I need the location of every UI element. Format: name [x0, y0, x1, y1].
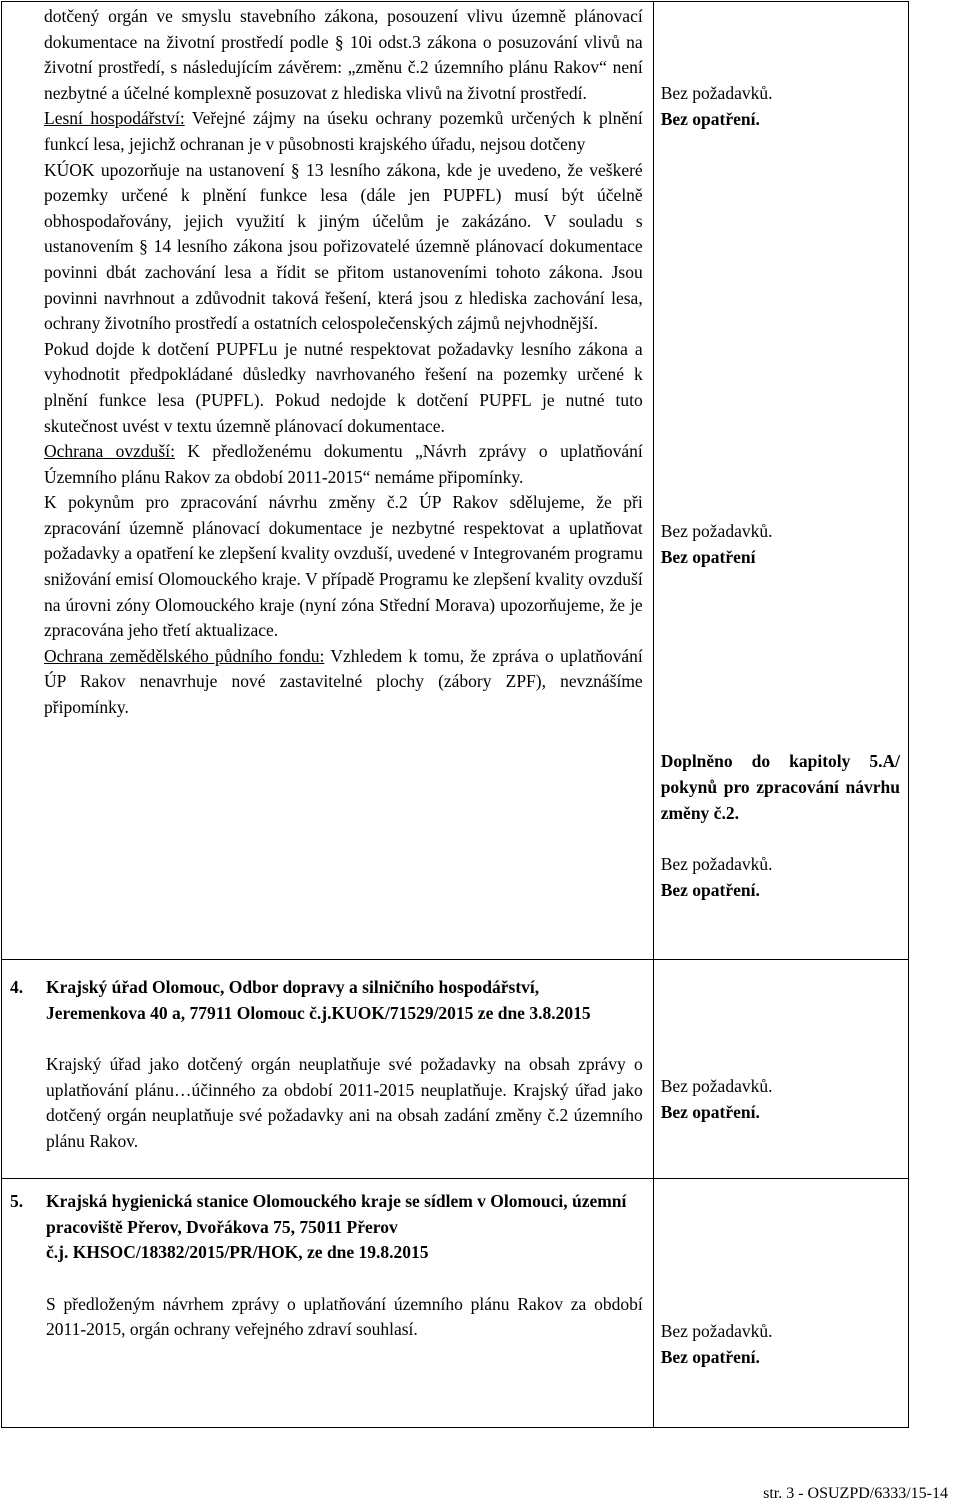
table-row [2, 1179, 909, 1428]
air-label: Ochrana ovzduší: [44, 441, 175, 462]
authority-heading [10, 975, 643, 1026]
soil-paragraph [44, 644, 643, 721]
authority-statement: Krajský úřad jako dotčený orgán neuplatňuje své požadavky na obsah zprávy o uplatňování plánu…účinného za období 2011-2015 neuplatňuje. Krajský úřad jako dotčený orgán neuplatňuje své požadavky ani na obsah zadání změny č.2 územního plánu Rakov. [46, 1054, 643, 1151]
comment-cell [2, 960, 654, 1179]
resolution-cell [653, 2, 908, 960]
table-row [2, 2, 909, 960]
page-footer: str. 3 - OSUZPD/6333/15-14 [763, 1485, 948, 1502]
resolution-measures: Bez opatření. [660, 879, 760, 900]
resolution-requirements: Bez požadavků. [660, 83, 773, 103]
comment-cell [2, 1179, 654, 1428]
item-number: 4. [10, 977, 24, 997]
forest-paragraph-2: KÚOK upozorňuje na ustanovení § 13 lesního zákona, kde je uvedeno, že veškeré pozemky určené k plnění funkce lesa (dále jen PUPFL) musí být účelně obhospodařovány, jejich využití k jiným účelům je zakázáno. V souladu s ustanovením § 14 lesního zákona jsou pořizovatelé územně plánovací dokumentace povinni dbát zachování lesa a řídit se přitom ustanoveními tohoto zákona. Jsou povinni navrhnout a zdůvodnit taková řešení, která jsou z hlediska zachování lesa, ochrany životního prostředí a ostatních celospolečenských zájmů nejvhodnější. [44, 159, 643, 334]
resolution-requirements: Bez požadavků. [660, 1321, 773, 1341]
air-paragraph [44, 439, 643, 490]
resolution-measures: Bez opatření. [660, 108, 760, 129]
air-text: K předloženému dokumentu „Návrh zprávy o uplatňování Územního plánu Rakov za období 2011-2015“ nemáme připomínky. [44, 441, 643, 487]
soil-text: Vzhledem k tomu, že zpráva o uplatňování ÚP Rakov nenavrhuje nové zastavitelné plochy (zábory ZPF), nevznášíme připomínky. [44, 645, 643, 718]
forest-paragraph [44, 106, 643, 157]
comments-table [1, 1, 909, 1428]
reference-number: č.j. KHSOC/18382/2015/PR/HOK, ze dne 19.8.2015 [46, 1242, 429, 1263]
resolution-requirements: Bez požadavků. [660, 854, 773, 875]
authority-heading [10, 1189, 643, 1240]
resolution-added-note: Doplněno do kapitoly 5.A/ pokynů pro zpracování návrhu změny č.2. [660, 751, 900, 823]
authority-statement: S předloženým návrhem zprávy o uplatňování územního plánu Rakov za období 2011-2015, orgán ochrany veřejného zdraví souhlasí. [46, 1293, 643, 1340]
item-number: 5. [10, 1191, 24, 1211]
resolution-requirements: Bez požadavků. [660, 1076, 773, 1096]
resolution-requirements: Bez požadavků. [660, 521, 773, 542]
resolution-measures: Bez opatření. [660, 1101, 760, 1122]
soil-label: Ochrana zemědělského půdního fondu: [44, 645, 325, 666]
resolution-cell [653, 1179, 908, 1428]
resolution-measures: Bez opatření. [660, 1346, 760, 1367]
air-paragraph-2: K pokynům pro zpracování návrhu změny č.2 ÚP Rakov sdělujeme, že při zpracování územně plánovací dokumentace je nezbytné respektovat a uplatňovat požadavky a opatření ke zlepšení kvality ovzduší, uvedené v Integrovaném programu snižování emisí Olomouckého kraje. V případě Programu ke zlepšení kvality ovzduší na úrovni zóny Olomouckého kraje (nyní zóna Střední Morava) upozorňujeme, že je zpracována jeho třetí aktualizace. [44, 492, 643, 641]
env-assessment-text: dotčený orgán ve smyslu stavebního zákona, posouzení vlivu územně plánovací dokumentace na životní prostředí podle § 10i odst.3 zákona o posuzování vlivů na životní prostředí, s následujícím závěrem: „změnu č.2 územního plánu Rakov“ není nezbytné a účelné komplexně posuzovat z hlediska vlivů na životní prostředí. [44, 6, 643, 103]
forest-paragraph-3: Pokud dojde k dotčení PUPFLu je nutné respektovat požadavky lesního zákona a vyhodnotit předpokládané důsledky navrhovaného řešení na pozemky určené k plnění funkce lesa (PUPFL). Pokud nedojde k dotčení PUPFL je nutné tuto skutečnost uvést v textu územně plánovací dokumentace. [44, 338, 643, 436]
forest-label: Lesní hospodářství: [44, 108, 185, 129]
resolution-cell [653, 960, 908, 1179]
forest-text: Veřejné zájmy na úseku ochrany pozemků určených k plnění funkcí lesa, jejichž ochranan je v působnosti krajského úřadu, nejsou dotčeny [44, 108, 643, 154]
table-row [2, 960, 909, 1179]
resolution-measures: Bez opatření [660, 546, 756, 567]
authority-name: Krajská hygienická stanice Olomouckého kraje se sídlem v Olomouci, územní pracoviště Přerov, Dvořákova 75, 75011 Přerov [46, 1191, 627, 1237]
comment-cell [2, 2, 654, 960]
authority-name: Krajský úřad Olomouc, Odbor dopravy a silničního hospodářství, Jeremenkova 40 a, 77911 Olomouc č.j.KUOK/71529/2015 ze dne 3.8.2015 [46, 977, 591, 1023]
